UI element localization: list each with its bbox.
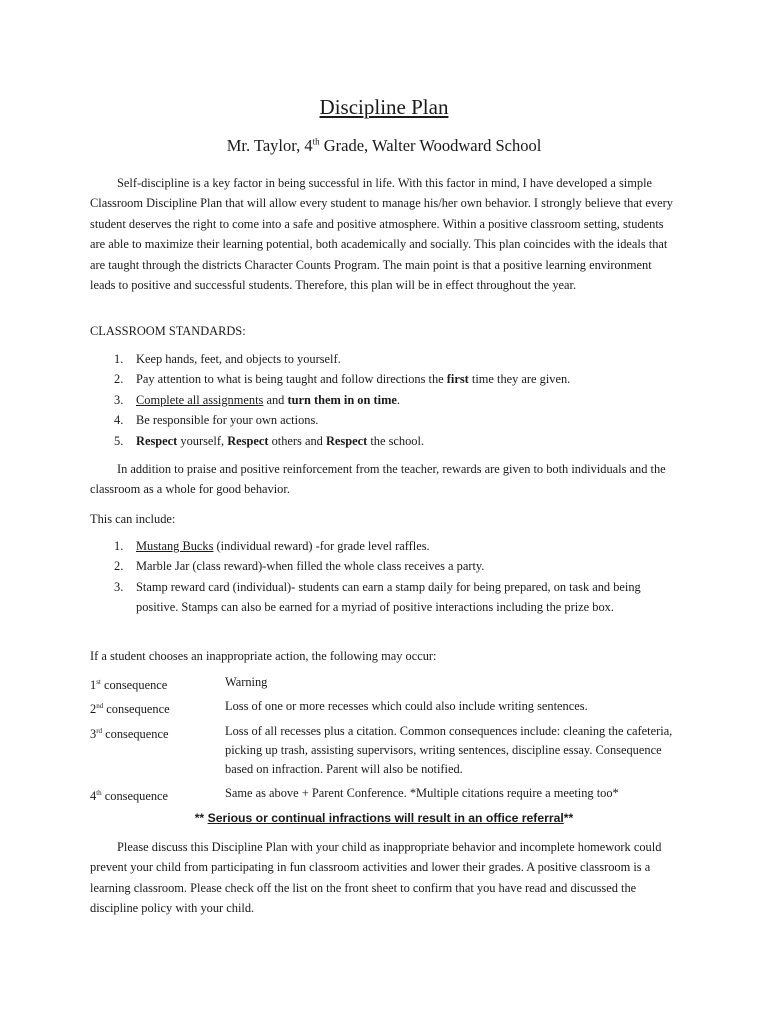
emphasis-bold: first — [446, 372, 469, 387]
list-item-text: Marble Jar (class reward)-when filled the whole class receives a party. — [136, 559, 485, 574]
rewards-can-include: This can include: — [90, 512, 176, 526]
list-item — [90, 349, 690, 369]
subtitle-teacher: Mr. Taylor, 4 — [226, 136, 313, 155]
list-item-text: Pay attention to what is being taught and follow directions the — [136, 372, 447, 387]
list-item — [90, 390, 690, 410]
warning-text: Serious or continual infractions will result in an office referral — [207, 811, 564, 825]
list-item-text: Stamp reward card (individual)- students can earn a stamp daily for being prepared, on task and being positive. Stamps can also be earned for a myriad of positive interactions including the prize box. — [136, 579, 641, 615]
consequence-description: Warning — [225, 675, 268, 689]
consequence-description: Same as above + Parent Conference. *Multiple citations require a meeting too* — [225, 786, 619, 800]
consequence-label — [90, 673, 225, 695]
list-item — [90, 431, 690, 451]
list-item-text: time they are given. — [468, 372, 571, 387]
consequence-description: Loss of all recesses plus a citation. Common consequences include: cleaning the cafeteria, picking up trash, assisting supervisors, writing sentences, discipline essay. Consequence based on infraction. Parent will also be notified. — [225, 724, 673, 776]
list-item-text: and — [263, 392, 288, 407]
list-number: 2. — [114, 559, 124, 574]
list-item-text: Keep hands, feet, and objects to yourself. — [136, 352, 341, 366]
list-item — [90, 556, 690, 576]
list-number: 1. — [114, 539, 124, 553]
list-item-text: . — [396, 392, 400, 407]
list-item — [90, 410, 690, 430]
warning-stars-left: ** — [194, 811, 208, 825]
emphasis-underline: Mustang Bucks — [136, 539, 214, 553]
consequence-label-text: consequence — [101, 789, 169, 804]
consequence-ordinal: nd — [96, 702, 104, 710]
emphasis-underline: Complete all assignments — [136, 392, 264, 407]
list-number: 4. — [114, 413, 124, 428]
consequence-number: 1 — [90, 678, 97, 693]
list-number: 1. — [114, 352, 124, 366]
consequence-description: Loss of one or more recesses which could also include writing sentences. — [225, 699, 588, 713]
intro-paragraph: Self-discipline is a key factor in being successful in life. With this factor in mind, I have developed a simple Classroom Discipline Plan that will allow every student to manage his/her own behavior. I strongly believe that every student deserves the right to come into a safe and positive atmosphere. Within a positive classroom setting, students are able to maximize their learning potential, both academically and socially. This plan coincides with the ideals that are taught through the districts Character Counts Program. The main point is that a positive learning environment leads to positive and successful students. Therefore, this plan will be in effect throughout the year. — [90, 176, 673, 293]
subtitle-school: Grade, Walter Woodward School — [319, 136, 542, 155]
list-item-text: (individual reward) -for grade level raffles. — [213, 539, 430, 553]
list-number: 3. — [114, 392, 124, 407]
list-item-text: Be responsible for your own actions. — [136, 413, 319, 428]
consequence-label-text: consequence — [102, 727, 169, 742]
list-number: 3. — [114, 579, 124, 594]
warning-stars-right: ** — [563, 811, 574, 825]
consequences-intro: If a student chooses an inappropriate action, the following may occur: — [90, 649, 437, 663]
standards-heading: CLASSROOM STANDARDS: — [90, 324, 246, 338]
consequence-number: 4 — [90, 789, 97, 804]
consequence-label — [90, 784, 225, 806]
list-item — [90, 369, 690, 389]
consequence-number: 2 — [90, 702, 97, 717]
closing-paragraph: Please discuss this Discipline Plan with your child as inappropriate behavior and incomplete homework could prevent your child from participating in fun classroom activities and lower their grades. A positive classroom is a learning classroom. Please check off the list on the front sheet to confirm that you have read and discussed the discipline policy with your child. — [90, 840, 662, 916]
standards-list — [90, 349, 690, 451]
list-item — [90, 536, 690, 556]
emphasis-bold: turn them in on time — [287, 392, 397, 407]
subtitle-superscript: th — [312, 136, 320, 147]
list-item-text: the school. — [367, 433, 425, 448]
list-item-text: yourself, — [177, 433, 228, 448]
consequence-label — [90, 722, 225, 744]
consequence-number: 3 — [90, 727, 97, 742]
emphasis-bold: Respect — [227, 433, 269, 448]
office-referral-warning — [0, 811, 768, 825]
consequence-ordinal: th — [96, 789, 102, 797]
consequence-ordinal: rd — [96, 727, 103, 735]
list-number: 2. — [114, 372, 124, 387]
list-item — [90, 577, 664, 618]
consequence-label — [90, 697, 225, 719]
rewards-list — [90, 536, 690, 618]
emphasis-bold: Respect — [325, 433, 368, 448]
list-number: 5. — [114, 433, 124, 448]
consequence-ordinal: st — [96, 678, 101, 686]
list-item-text: others and — [268, 433, 326, 448]
consequence-label-text: consequence — [100, 678, 168, 693]
page-subtitle — [0, 136, 768, 156]
consequence-label-text: consequence — [103, 702, 170, 717]
page-title: Discipline Plan — [319, 95, 449, 119]
rewards-paragraph: In addition to praise and positive reinforcement from the teacher, rewards are given to both individuals and the classroom as a whole for good behavior. — [90, 462, 666, 497]
emphasis-bold: Respect — [136, 433, 178, 448]
